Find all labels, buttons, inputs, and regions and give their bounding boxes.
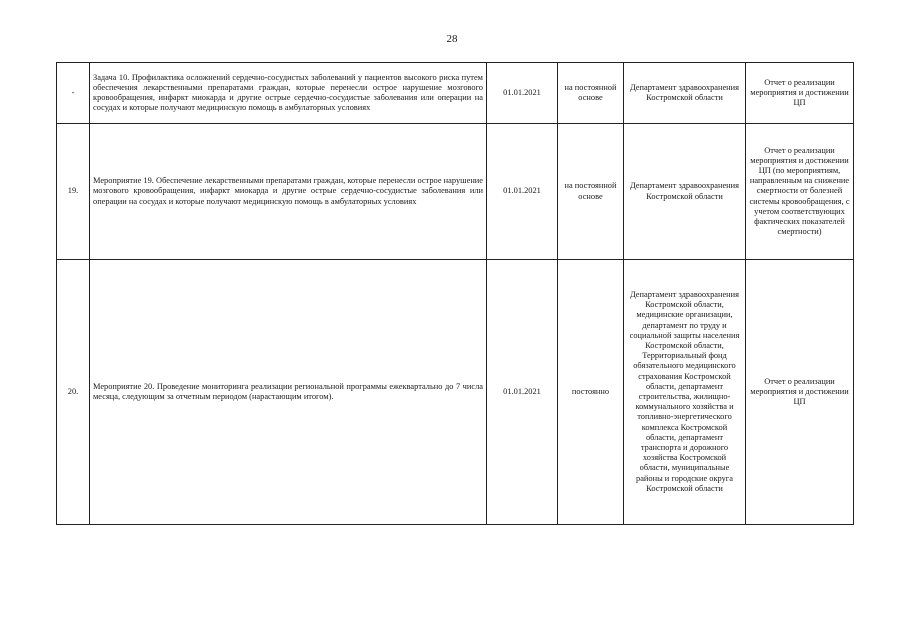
executor-cell: Департамент здравоохранения Костромской области (624, 63, 746, 124)
activities-table (56, 62, 854, 525)
table-row (57, 124, 854, 260)
start-date-cell: 01.01.2021 (487, 63, 558, 124)
row-number-cell: 20. (57, 260, 90, 525)
result-cell: Отчет о реализации мероприятия и достижении ЦП (746, 260, 854, 525)
term-cell: на постоянной основе (558, 124, 624, 260)
executor-cell: Департамент здравоохранения Костромской области (624, 124, 746, 260)
table-row (57, 63, 854, 124)
row-number-cell: - (57, 63, 90, 124)
start-date-cell: 01.01.2021 (487, 124, 558, 260)
activity-name-cell: Мероприятие 19. Обеспечение лекарственными препаратами граждан, которые перенесли острое нарушение мозгового кровообращения, инфаркт миокарда и другие острые сердечно-сосудистые заболевания или операции на сосудах и которые получают медицинскую помощь в амбулаторных условиях (90, 124, 487, 260)
page-number: 28 (446, 33, 458, 45)
term-cell: на постоянной основе (558, 63, 624, 124)
table-row (57, 260, 854, 525)
activity-name-cell: Задача 10. Профилактика осложнений сердечно-сосудистых заболеваний у пациентов высокого риска путем обеспечения лекарственными препаратами граждан, которые перенесли острое нарушение мозгового кровообращения, инфаркт миокарда и другие острые сердечно-сосудистые заболевания или операции на сосудах и которые получают медицинскую помощь в амбулаторных условиях (90, 63, 487, 124)
start-date-cell: 01.01.2021 (487, 260, 558, 525)
term-cell: постоянно (558, 260, 624, 525)
executor-cell: Департамент здравоохранения Костромской области, медицинские организации, департамент по труду и социальной защиты населения Костромской области, Территориальный фонд обязательного медицинского страхования Костромской области, департамент строительства, жилищно-коммунального хозяйства и топливно-энергетического комплекса Костромской области, департамент транспорта и дорожного хозяйства Костромской области, муниципальные районы и городские округа Костромской области (624, 260, 746, 525)
result-cell: Отчет о реализации мероприятия и достижении ЦП (по мероприятиям, направленным на снижение смертности от болезней системы кровообращения, с учетом соответствующих фактических показателей смертности) (746, 124, 854, 260)
activity-name-cell: Мероприятие 20. Проведение мониторинга реализации региональной программы ежеквартально до 7 числа месяца, следующим за отчетным периодом (нарастающим итогом). (90, 260, 487, 525)
result-cell: Отчет о реализации мероприятия и достижении ЦП (746, 63, 854, 124)
row-number-cell: 19. (57, 124, 90, 260)
